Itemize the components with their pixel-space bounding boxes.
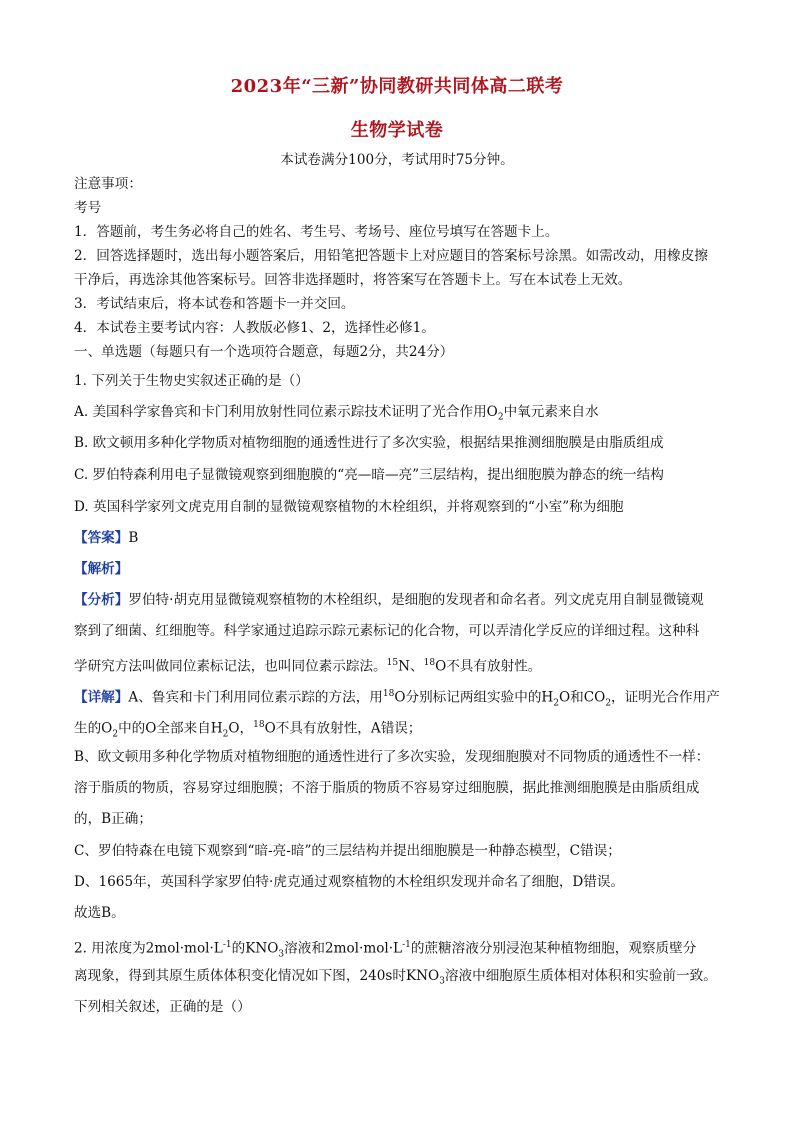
q2-line-3: 下列相关叙述，正确的是（） [74,999,251,1015]
note-item-1: 1．答题前，考生务必将自己的姓名、考生号、考场号、座位号填写在答题卡上。 [74,224,559,240]
section-heading: 一、单选题（每题只有一个选项符合题意，每题2分，共24分） [74,344,454,360]
q1-fenxi-3: 学研究方法叫做同位素标记法，也叫同位素示踪法。$^{15}$N、$^{18}$O不具有放射性。 [74,658,542,675]
exam-subtitle: 生物学试卷 [350,120,444,141]
note-item-2-cont: 干净后，再选涂其他答案标号。回答非选择题时，将答案写在答题卡上。写在本试卷上无效。 [74,272,632,288]
q1-stem: 1. 下列关于生物史实叙述正确的是（） [74,373,309,389]
q1-fenxi-1: 【分析】罗伯特·胡克用显微镜观察植物的木栓组织，是细胞的发现者和命名者。列文虎克用自制显微镜观 [74,592,704,608]
q2-line-2: 离现象，得到其原生质体体积变化情况如下图，240s时$KNO_3$溶液中细胞原生质体相对体积和实验前一致。 [74,968,717,987]
q1-xiangjie-b1: B、欧文顿用多种化学物质对植物细胞的通透性进行了多次实验，发现细胞膜对不同物质的通透性不一样： [74,749,710,765]
q1-answer: 【答案】B [74,530,139,546]
q1-xiangjie-a1: 【详解】A、鲁宾和卡门利用同位素示踪的方法，用$^{18}$O分别标记两组实验中的$H_2O$和$CO_2$，证明光合作用产 [74,689,720,709]
q1-xiangjie-b2: 溶于脂质的物质，容易穿过细胞膜；不溶于脂质的物质不容易穿过细胞膜，据此推测细胞膜是由脂质组成 [74,780,700,796]
q1-conclusion: 故选B。 [74,905,125,921]
note-item-2: 2．回答选择题时，选出每小题答案后，用铅笔把答题卡上对应题目的答案标号涂黑。如需改动，用橡皮擦 [74,248,708,264]
q1-xiangjie-b3: 的，B正确； [74,811,152,827]
q1-option-b: B. 欧文顿用多种化学物质对植物细胞的通透性进行了多次实验，根据结果推测细胞膜是由脂质组成 [74,435,664,451]
q1-option-a: A. 美国科学家鲁宾和卡门利用放射性同位素示踪技术证明了光合作用$O_2$中氧元素来自水 [74,404,599,423]
q1-xiangjie-d: D、1665年，英国科学家罗伯特·虎克通过观察植物的木栓组织发现并命名了细胞，D错误。 [74,874,625,890]
exam-title: 2023年“三新”协同教研共同体高二联考 [230,76,564,97]
notes-heading: 注意事项： [74,176,142,192]
q1-xiangjie-c: C、罗伯特森在电镜下观察到“暗-亮-暗”的三层结构并提出细胞膜是一种静态模型，C错误； [74,843,621,859]
exam-info: 本试卷满分100分，考试用时75分钟。 [280,152,514,168]
note-item-4: 4．本试卷主要考试内容：人教版必修1、2，选择性必修1。 [74,320,435,336]
kaohao-label: 考号 [74,200,102,216]
q1-option-d: D. 英国科学家列文虎克用自制的显微镜观察植物的木栓组织，并将观察到的“小室”称为细胞 [74,499,624,515]
note-item-3: 3．考试结束后，将本试卷和答题卡一并交回。 [74,296,355,312]
q1-xiangjie-a2: 生的$O_2$中的O全部来自$H_2O$，$^{18}$O不具有放射性，A错误； [74,720,422,740]
q1-analysis-tag: 【解析】 [74,561,129,577]
q2-line-1: 2. 用浓度为$2mol\cdot mol\cdot L^{-1}$的$KNO_3$溶液和$2mol\cdot mol\cdot L^{-1}$的蔗糖溶液分别浸泡某种植物细胞，观察质壁分 [74,940,697,960]
q1-fenxi-2: 察到了细菌、红细胞等。科学家通过追踪示踪元素标记的化合物，可以弄清化学反应的详细过程。这种科 [74,623,700,639]
q1-option-c: C. 罗伯特森利用电子显微镜观察到细胞膜的“亮—暗—亮”三层结构，提出细胞膜为静态的统一结构 [74,467,664,483]
